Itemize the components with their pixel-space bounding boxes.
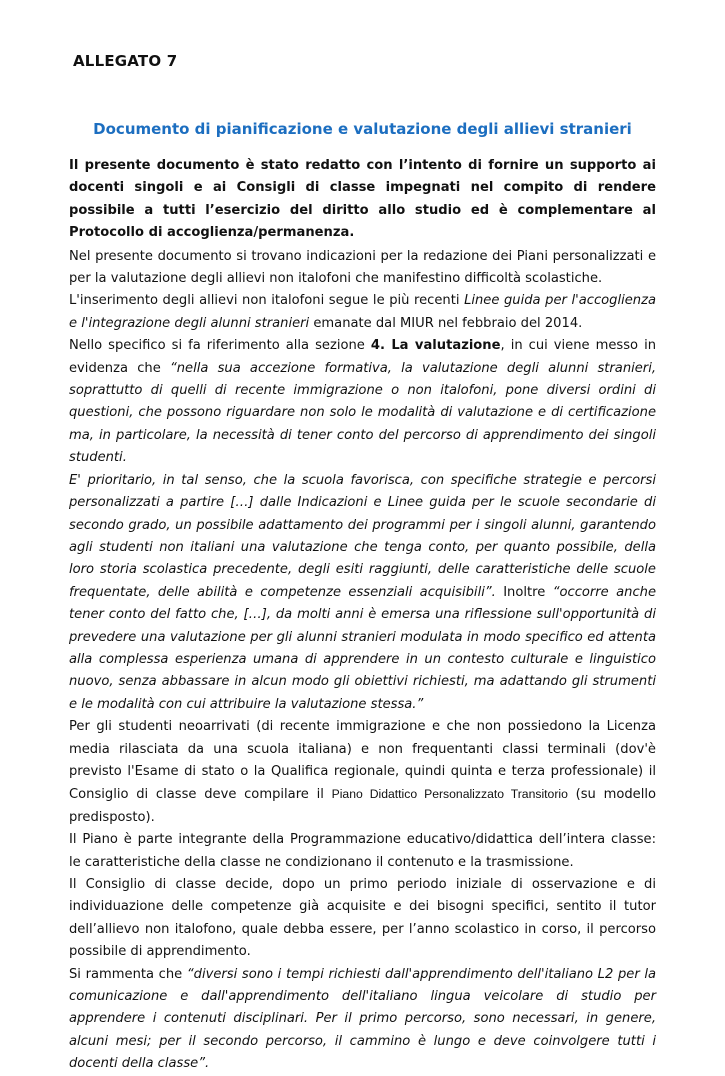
intro-paragraph: Il presente documento è stato redatto con l’intento di fornire un supporto ai docenti singoli e ai Consigli di classe impegnati nel compito di rendere possibile a tutti l’esercizio del diritto allo studio ed è complementare al Protocollo di accoglienza/permanenza.: [69, 158, 656, 241]
paragraph-valutazione: [69, 335, 656, 469]
quote-text: “occorre anche tener conto del fatto che, […], da molti anni è emersa una riflessione sull'opportunità di prevedere una valutazione per gli alunni stranieri modulata in modo specifico ed attenta alla complessa esperienza umana di apprendere in un contesto culturale e linguistico nuovo, senza abbassare in alcun modo gli obiettivi richiesti, ma adattando gli strumenti e le modalità con cui attribuire la valutazione stessa.”: [69, 584, 657, 712]
paragraph-neoarrivati: [69, 716, 656, 829]
paragraph-prioritario: [69, 470, 656, 716]
section-reference: 4. La valutazione: [370, 338, 501, 354]
quote-text: E' prioritario, in tal senso, che la scuola favorisca, con specifiche strategie e percorsi personalizzati a partire […] dalle Indicazioni e Linee guida per le scuole secondarie di secondo grado, un possibile adattamento dei programmi per i singoli alunni, garantendo agli studenti non italiani una valutazione che tenga conto, per quanto possibile, della loro storia scolastica precedente, degli esiti raggiunti, delle caratteristiche delle scuole frequentate, delle abilità e competenze essenziali acquisibili”.: [69, 472, 656, 600]
text-span: Inoltre: [495, 584, 553, 600]
text-span: emanate dal MIUR nel febbraio del 2014.: [309, 315, 583, 331]
paragraph-rammenta: [69, 964, 656, 1076]
quote-text: “nella sua accezione formativa, la valutazione degli alunni stranieri, soprattutto di quelli di recente immigrazione o non italofoni, pone diversi ordini di questioni, che possono riguardare non solo le modalità di valutazione e di certificazione ma, in particolare, la necessità di tener conto del percorso di apprendimento dei singoli studenti.: [69, 360, 656, 466]
text-span: (su modello predisposto).: [69, 787, 656, 825]
document-body: [69, 155, 656, 1076]
document-title: Documento di pianificazione e valutazione degli allievi stranieri: [93, 120, 632, 138]
text-span: Nello specifico si fa riferimento alla sezione: [69, 338, 371, 354]
paragraph-linee-guida: [69, 290, 656, 335]
paragraph-documento: Nel presente documento si trovano indicazioni per la redazione dei Piani personalizzati e per la valutazione degli allievi non italofoni che manifestino difficoltà scolastiche.: [69, 248, 656, 287]
paragraph-consiglio: Il Consiglio di classe decide, dopo un primo periodo iniziale di osservazione e di individuazione delle competenze già acquisite e dei bisogni specifici, sentito il tutor dell’allievo non italofono, quale debba essere, per l’anno scolastico in corso, il percorso possibile di apprendimento.: [69, 877, 656, 960]
pdp-transitorio: Piano Didattico Personalizzato Transitorio: [331, 787, 568, 802]
paragraph-piano: Il Piano è parte integrante della Programmazione educativo/didattica dell’intera classe: le caratteristiche della classe ne condizionano il contenuto e la trasmissione.: [69, 832, 656, 870]
text-span: , in cui viene messo in evidenza che: [69, 338, 657, 376]
text-span: Si rammenta che: [69, 966, 187, 982]
attachment-label: ALLEGATO 7: [73, 52, 178, 70]
text-span: Per gli studenti neoarrivati (di recente immigrazione e che non possiedono la Licenza media rilasciata da una scuola italiana) e non frequentanti classi terminali (dov'è previsto l'Esame di stato o la Qualifica regionale, quindi quinta e terza professionale) il Consiglio di classe deve compilare il: [69, 719, 656, 803]
quote-text: “diversi sono i tempi richiesti dall'apprendimento dell'italiano L2 per la comunicazione e dall'apprendimento dell'italiano lingua veicolare di studio per apprendere i contenuti disciplinari. Per il primo percorso, sono necessari, in genere, alcuni mesi; per il secondo percorso, il cammino è lungo e deve coinvolgere tutti i docenti della classe”.: [69, 966, 657, 1072]
linee-guida-title: Linee guida per l'accoglienza e l'integrazione degli alunni stranieri: [69, 293, 656, 331]
text-span: L'inserimento degli allievi non italofoni segue le più recenti: [69, 293, 465, 309]
